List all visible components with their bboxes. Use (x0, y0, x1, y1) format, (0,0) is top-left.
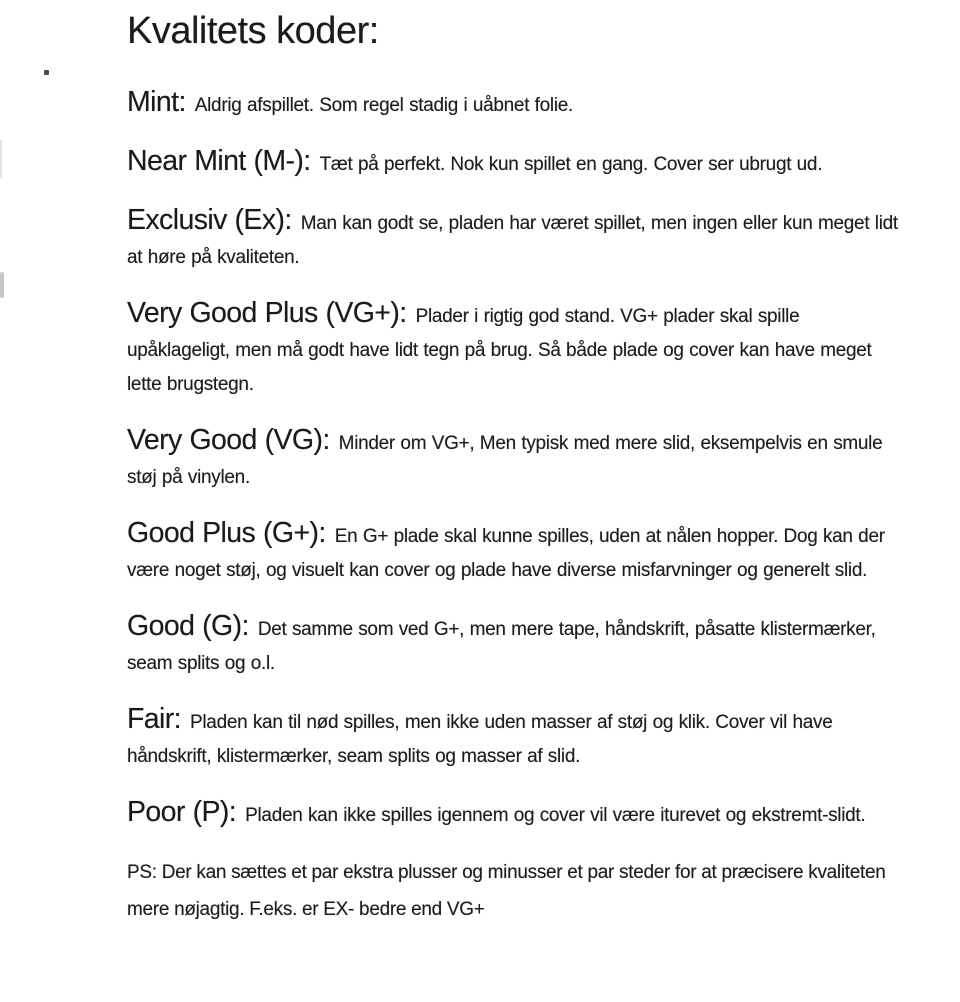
grade-term: Very Good Plus (VG+): (127, 297, 407, 329)
scan-artifact-edge-smudge (0, 140, 2, 178)
page-title: Kvalitets koder: (127, 10, 379, 52)
grade-term: Very Good (VG): (127, 424, 330, 456)
scan-artifact-edge-mark (0, 272, 4, 298)
grade-term: Mint: (127, 86, 186, 118)
scan-artifact-dot (44, 70, 49, 75)
grade-entry (127, 144, 898, 182)
grade-description: Aldrig afspillet. Som regel stadig i uåbnet folie. (194, 95, 573, 116)
grade-description: Tæt på perfekt. Nok kun spillet en gang. Cover ser ubrugt ud. (319, 154, 823, 175)
grade-description: Det samme som ved G+, men mere tape, håndskrift, påsatte klistermærker, seam splits og o.l. (127, 619, 876, 674)
grade-description: Pladen kan til nød spilles, men ikke uden masser af støj og klik. Cover vil have håndskrift, klistermærker, seam splits og masser af slid. (127, 712, 833, 767)
grade-entry (127, 423, 898, 495)
grading-code-list (127, 85, 898, 833)
grade-term: Fair: (127, 703, 182, 735)
grade-description: Minder om VG+, Men typisk med mere slid, eksempelvis en smule støj på vinylen. (127, 433, 883, 488)
grade-description: Pladen kan ikke spilles igennem og cover vil være iturevet og ekstremt-slidt. (245, 805, 866, 826)
grade-entry (127, 609, 898, 681)
grade-entry (127, 702, 898, 774)
postscript-note: PS: Der kan sættes et par ekstra plusser og minusser et par steder for at præcisere kvaliteten mere nøjagtig. F.eks. er EX- bedre end VG+ (127, 862, 886, 920)
grade-entry (127, 85, 898, 123)
grade-term: Near Mint (M-): (127, 145, 311, 177)
grade-term: Good Plus (G+): (127, 517, 326, 549)
grade-description: Man kan godt se, pladen har været spillet, men ingen eller kun meget lidt at høre på kvaliteten. (127, 213, 898, 268)
grade-description: Plader i rigtig god stand. VG+ plader skal spille upåklageligt, men må godt have lidt tegn på brug. Så både plade og cover kan have meget lette brugstegn. (127, 306, 872, 395)
grade-term: Exclusiv (Ex): (127, 204, 292, 236)
grade-term: Poor (P): (127, 796, 237, 828)
grade-entry (127, 795, 898, 833)
grade-entry (127, 203, 898, 275)
grade-entry (127, 516, 898, 588)
grade-entry (127, 296, 898, 402)
grade-description: En G+ plade skal kunne spilles, uden at nålen hopper. Dog kan der være noget støj, og visuelt kan cover og plade have diverse misfarvninger og generelt slid. (127, 526, 885, 581)
grade-term: Good (G): (127, 610, 249, 642)
